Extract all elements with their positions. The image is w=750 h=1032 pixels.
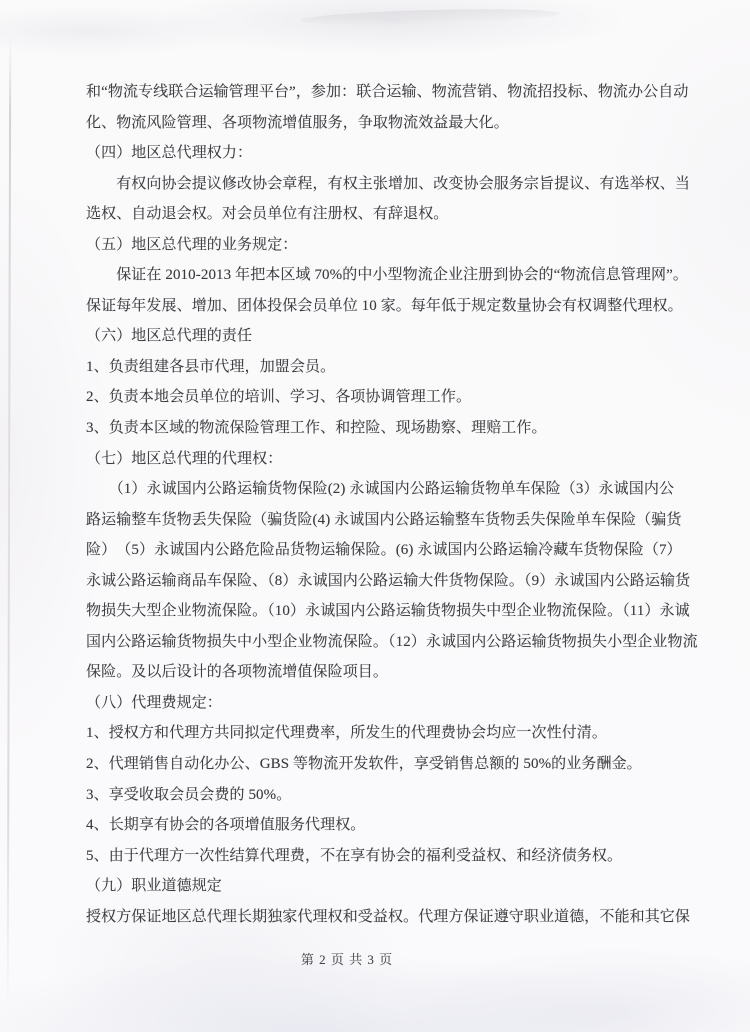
document-text-line: 保险。及以后设计的各项物流增值保险项目。 [86, 664, 389, 681]
document-text-line: （八）代理费规定： [86, 694, 222, 711]
document-text-line: 物损失大型企业物流保险。（10）永诚国内公路运输货物损失中型企业物流保险。（11）永诚 [86, 603, 690, 620]
document-text-line: （九）职业道德规定 [86, 878, 222, 895]
document-text-line: 4、长期享有协会的各项增值服务代理权。 [86, 817, 366, 834]
document-text-line: （六）地区总代理的责任 [86, 328, 253, 345]
document-text-line: 保证在 2010-2013 年把本区域 70%的中小型物流企业注册到协会的“物流信息管理网”。 [86, 267, 688, 284]
document-body [86, 77, 708, 932]
scan-smudge [300, 7, 560, 28]
document-text-line: 3、负责本区域的物流保险管理工作、和控险、现场勘察、理赔工作。 [86, 420, 547, 437]
document-text-line: 5、由于代理方一次性结算代理费，不在享有协会的福利受益权、和经济债务权。 [86, 847, 623, 864]
document-text-line: 授权方保证地区总代理长期独家代理权和受益权。代理方保证遵守职业道德，不能和其它保 [86, 908, 691, 925]
document-text-line: 1、负责组建各县市代理，加盟会员。 [86, 358, 336, 375]
document-text-line: （四）地区总代理权力： [86, 145, 253, 162]
document-text-line: 1、授权方和代理方共同拟定代理费率，所发生的代理费协会均应一次性付清。 [86, 725, 608, 742]
document-text-line: 保证每年发展、增加、团体投保会员单位 10 家。每年低于规定数量协会有权调整代理权。 [86, 297, 683, 314]
document-text-line: 2、负责本地会员单位的培训、学习、各项协调管理工作。 [86, 389, 472, 406]
document-text-line: 2、代理销售自动化办公、GBS 等物流开发软件，享受销售总额的 50%的业务酬金。 [86, 756, 642, 773]
document-text-line: 有权向协会提议修改协会章程，有权主张增加、改变协会服务宗旨提议、有选举权、当 [86, 175, 691, 192]
scan-fold-line [7, 38, 12, 1013]
document-text-line: （五）地区总代理的业务规定： [86, 236, 298, 253]
document-text-line: 险） （5）永诚国内公路危险品货物运输保险。(6) 永诚国内公路运输冷藏车货物保险（7） [86, 542, 682, 559]
document-text-line: 3、享受收取会员会费的 50%。 [86, 786, 292, 803]
page-number-footer: 第 2 页 共 3 页 [300, 952, 394, 967]
document-text-line: 和“物流专线联合运输管理平台”，参加：联合运输、物流营销、物流招投标、物流办公自动 [86, 84, 689, 100]
document-text-line: 国内公路运输货物损失中小型企业物流保险。（12）永诚国内公路运输货物损失小型企业物流 [86, 633, 698, 650]
document-text-line: （七）地区总代理的代理权： [86, 450, 283, 467]
document-text-line: 化、物流风险管理、各项物流增值服务，争取物流效益最大化。 [86, 114, 509, 131]
document-text-line: 永诚公路运输商品车保险、（8）永诚国内公路运输大件货物保险。（9）永诚国内公路运输货 [86, 572, 691, 589]
document-text-line: 路运输整车货物丢失保险（骗货险(4) 永诚国内公路运输整车货物丢失保险单车保险（骗货 [86, 511, 682, 528]
document-text-line: （1）永诚国内公路运输货物保险(2) 永诚国内公路运输货物单车保险（3）永诚国内公 [86, 481, 675, 498]
document-text-line: 选权、自动退会权。对会员单位有注册权、有辞退权。 [86, 206, 449, 223]
